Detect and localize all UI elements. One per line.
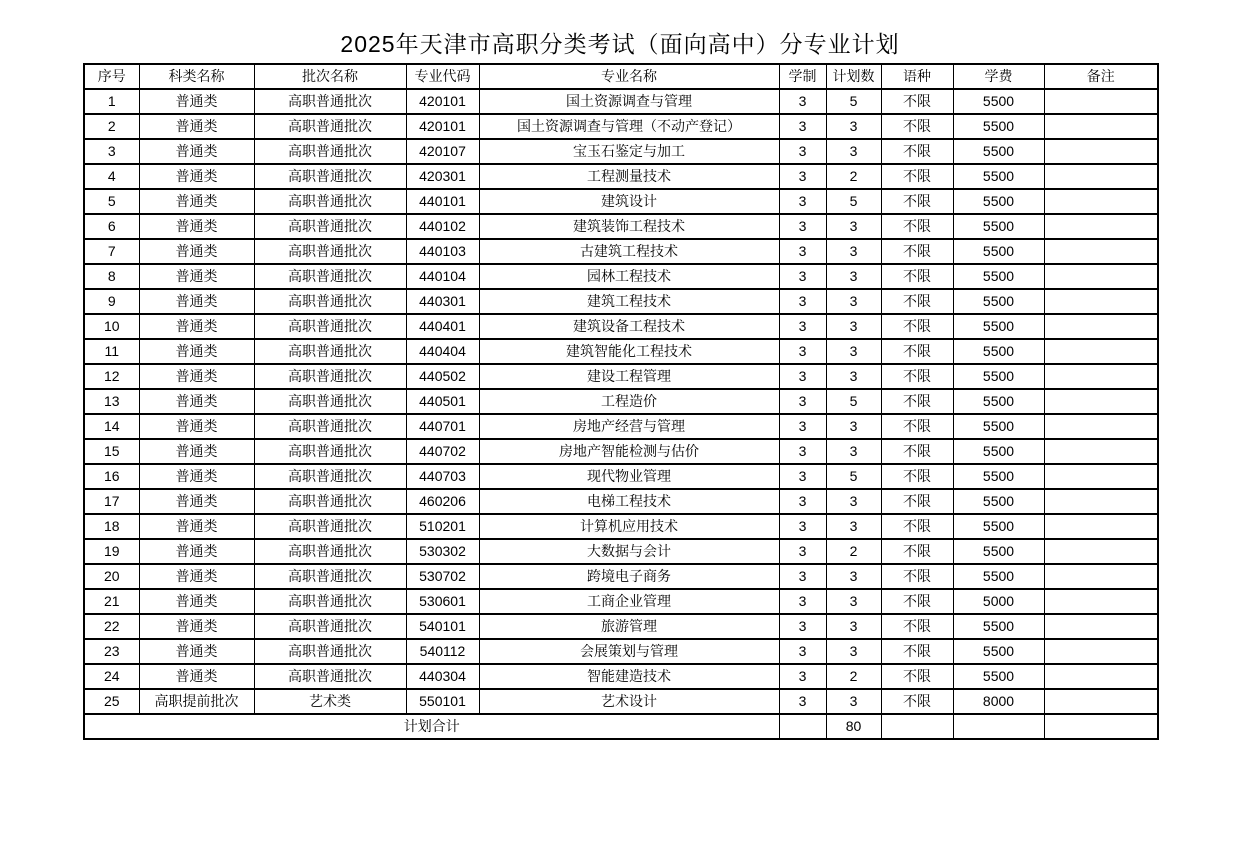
table-cell: 440104 [406,264,479,289]
table-cell [1044,539,1158,564]
table-cell: 高职普通批次 [254,164,406,189]
table-row [84,614,1158,639]
table-row [84,389,1158,414]
table-cell: 5500 [953,89,1044,114]
table-body [84,89,1158,739]
column-header-5: 学制 [779,64,826,89]
table-cell: 房地产智能检测与估价 [479,439,779,464]
total-label-cell: 计划合计 [84,714,779,739]
table-cell [1044,364,1158,389]
table-cell: 建设工程管理 [479,364,779,389]
table-cell: 高职普通批次 [254,139,406,164]
table-cell: 8000 [953,689,1044,714]
table-cell: 不限 [881,164,953,189]
table-cell: 不限 [881,239,953,264]
table-cell: 3 [779,514,826,539]
table-cell: 420101 [406,89,479,114]
table-cell: 普通类 [139,164,254,189]
table-row [84,689,1158,714]
table-cell: 5 [826,389,881,414]
table-cell [1044,339,1158,364]
table-cell: 5500 [953,664,1044,689]
table-cell: 3 [779,314,826,339]
table-cell: 艺术设计 [479,689,779,714]
table-cell: 5500 [953,214,1044,239]
total-cell [953,714,1044,739]
table-cell: 17 [84,489,139,514]
table-cell: 530702 [406,564,479,589]
table-cell: 25 [84,689,139,714]
table-cell: 5500 [953,489,1044,514]
table-cell: 5 [84,189,139,214]
table-cell: 3 [826,439,881,464]
table-cell: 普通类 [139,189,254,214]
table-cell: 3 [779,464,826,489]
table-cell: 3 [779,614,826,639]
table-cell: 现代物业管理 [479,464,779,489]
table-cell: 5 [826,89,881,114]
table-cell: 3 [826,339,881,364]
table-cell: 15 [84,439,139,464]
table-cell: 建筑装饰工程技术 [479,214,779,239]
table-cell: 3 [779,439,826,464]
table-header-row [84,64,1158,89]
table-cell: 3 [826,489,881,514]
table-cell [1044,664,1158,689]
table-cell: 3 [826,639,881,664]
total-cell [779,714,826,739]
table-cell: 2 [826,539,881,564]
table-cell: 大数据与会计 [479,539,779,564]
table-cell [1044,689,1158,714]
table-cell: 工商企业管理 [479,589,779,614]
table-cell: 510201 [406,514,479,539]
table-row [84,439,1158,464]
table-cell: 高职普通批次 [254,539,406,564]
table-row [84,264,1158,289]
table-cell [1044,164,1158,189]
table-cell: 不限 [881,489,953,514]
table-cell: 440401 [406,314,479,339]
table-cell: 5500 [953,514,1044,539]
table-cell: 普通类 [139,314,254,339]
table-cell: 2 [84,114,139,139]
table-cell: 高职普通批次 [254,514,406,539]
table-cell: 高职普通批次 [254,664,406,689]
table-cell: 古建筑工程技术 [479,239,779,264]
table-row [84,289,1158,314]
table-row [84,164,1158,189]
table-cell: 3 [779,364,826,389]
table-cell: 计算机应用技术 [479,514,779,539]
table-cell: 3 [779,289,826,314]
table-cell: 5500 [953,414,1044,439]
table-row [84,114,1158,139]
table-cell: 高职提前批次 [139,689,254,714]
table-row [84,314,1158,339]
plan-table [83,63,1159,740]
table-cell: 420301 [406,164,479,189]
table-cell [1044,264,1158,289]
table-cell: 7 [84,239,139,264]
table-cell: 5500 [953,114,1044,139]
table-cell: 工程造价 [479,389,779,414]
table-cell: 不限 [881,439,953,464]
table-cell: 普通类 [139,439,254,464]
table-cell: 不限 [881,539,953,564]
table-cell: 5500 [953,314,1044,339]
column-header-8: 学费 [953,64,1044,89]
table-cell: 普通类 [139,264,254,289]
table-cell: 14 [84,414,139,439]
table-cell: 3 [779,689,826,714]
table-cell: 不限 [881,689,953,714]
table-cell: 不限 [881,364,953,389]
table-cell: 不限 [881,339,953,364]
table-cell: 3 [826,689,881,714]
table-cell: 高职普通批次 [254,589,406,614]
table-cell: 3 [779,339,826,364]
table-cell: 3 [779,164,826,189]
table-cell: 不限 [881,664,953,689]
column-header-1: 科类名称 [139,64,254,89]
table-cell: 3 [779,589,826,614]
table-row [84,364,1158,389]
column-header-6: 计划数 [826,64,881,89]
table-cell: 建筑智能化工程技术 [479,339,779,364]
table-cell: 3 [826,289,881,314]
table-cell: 3 [826,239,881,264]
table-row [84,464,1158,489]
table-cell: 440501 [406,389,479,414]
table-cell: 国土资源调查与管理 [479,89,779,114]
table-cell: 宝玉石鉴定与加工 [479,139,779,164]
table-cell: 普通类 [139,239,254,264]
table-row [84,214,1158,239]
table-cell: 4 [84,164,139,189]
table-cell: 540112 [406,639,479,664]
table-cell: 普通类 [139,339,254,364]
table-cell: 1 [84,89,139,114]
table-cell [1044,189,1158,214]
table-cell: 不限 [881,639,953,664]
table-cell: 工程测量技术 [479,164,779,189]
table-cell [1044,289,1158,314]
table-cell [1044,114,1158,139]
table-cell: 高职普通批次 [254,239,406,264]
table-cell: 3 [84,139,139,164]
total-row [84,714,1158,739]
table-cell: 3 [779,389,826,414]
table-cell: 不限 [881,389,953,414]
table-cell: 3 [826,514,881,539]
table-cell: 19 [84,539,139,564]
table-cell: 普通类 [139,364,254,389]
table-cell: 11 [84,339,139,364]
table-row [84,89,1158,114]
table-row [84,589,1158,614]
table-cell: 普通类 [139,289,254,314]
table-cell: 普通类 [139,489,254,514]
table-row [84,414,1158,439]
table-cell: 24 [84,664,139,689]
table-cell: 建筑工程技术 [479,289,779,314]
table-cell: 3 [779,489,826,514]
table-cell: 普通类 [139,539,254,564]
table-cell [1044,414,1158,439]
table-cell: 3 [779,189,826,214]
table-cell: 420107 [406,139,479,164]
table-cell [1044,139,1158,164]
table-cell: 高职普通批次 [254,114,406,139]
table-cell: 普通类 [139,414,254,439]
table-cell: 5000 [953,589,1044,614]
table-cell: 440502 [406,364,479,389]
table-cell: 不限 [881,189,953,214]
table-cell: 440304 [406,664,479,689]
table-cell: 3 [826,589,881,614]
table-cell [1044,514,1158,539]
table-cell: 3 [826,364,881,389]
table-cell: 高职普通批次 [254,639,406,664]
table-cell [1044,464,1158,489]
column-header-4: 专业名称 [479,64,779,89]
table-cell: 普通类 [139,114,254,139]
table-cell [1044,589,1158,614]
table-cell: 440703 [406,464,479,489]
table-cell: 高职普通批次 [254,314,406,339]
table-cell: 3 [779,639,826,664]
table-cell [1044,89,1158,114]
table-cell: 不限 [881,589,953,614]
table-cell: 高职普通批次 [254,464,406,489]
table-cell: 440702 [406,439,479,464]
table-row [84,564,1158,589]
table-cell: 5500 [953,239,1044,264]
table-cell: 3 [826,114,881,139]
page-title: 2025年天津市高职分类考试（面向高中）分专业计划 [340,31,900,57]
table-row [84,339,1158,364]
table-cell: 2 [826,164,881,189]
table-cell: 22 [84,614,139,639]
table-cell: 高职普通批次 [254,214,406,239]
table-cell: 高职普通批次 [254,89,406,114]
table-cell: 高职普通批次 [254,189,406,214]
table-cell: 16 [84,464,139,489]
table-cell: 5500 [953,189,1044,214]
table-cell: 5500 [953,464,1044,489]
table-cell: 3 [826,564,881,589]
table-cell: 不限 [881,264,953,289]
table-cell: 跨境电子商务 [479,564,779,589]
table-cell [1044,564,1158,589]
table-cell: 国土资源调查与管理（不动产登记） [479,114,779,139]
table-cell: 高职普通批次 [254,564,406,589]
table-cell: 3 [779,264,826,289]
table-header [84,64,1158,89]
table-row [84,189,1158,214]
table-cell: 普通类 [139,139,254,164]
table-cell: 440404 [406,339,479,364]
table-cell: 440102 [406,214,479,239]
column-header-7: 语种 [881,64,953,89]
table-cell: 530601 [406,589,479,614]
total-cell: 80 [826,714,881,739]
table-cell: 5500 [953,289,1044,314]
column-header-2: 批次名称 [254,64,406,89]
table-cell: 5500 [953,614,1044,639]
table-cell: 540101 [406,614,479,639]
table-cell: 不限 [881,89,953,114]
table-cell: 不限 [881,314,953,339]
column-header-9: 备注 [1044,64,1158,89]
table-cell: 3 [779,114,826,139]
table-cell: 2 [826,664,881,689]
table-cell: 5500 [953,389,1044,414]
table-row [84,639,1158,664]
table-cell: 12 [84,364,139,389]
table-cell: 440701 [406,414,479,439]
table-row [84,139,1158,164]
table-cell: 普通类 [139,564,254,589]
table-cell: 23 [84,639,139,664]
table-cell: 不限 [881,464,953,489]
table-cell: 智能建造技术 [479,664,779,689]
table-cell: 3 [826,614,881,639]
table-cell: 不限 [881,514,953,539]
table-cell: 3 [779,414,826,439]
table-cell: 高职普通批次 [254,389,406,414]
table-cell: 440101 [406,189,479,214]
table-row [84,239,1158,264]
table-cell: 5500 [953,139,1044,164]
table-cell: 3 [779,89,826,114]
table-cell: 普通类 [139,589,254,614]
table-cell: 420101 [406,114,479,139]
table-cell: 普通类 [139,464,254,489]
total-cell [881,714,953,739]
table-cell [1044,639,1158,664]
table-cell: 不限 [881,214,953,239]
table-cell: 5 [826,464,881,489]
total-cell [1044,714,1158,739]
table-cell: 园林工程技术 [479,264,779,289]
table-cell: 5500 [953,164,1044,189]
table-cell: 不限 [881,414,953,439]
table-cell: 3 [826,314,881,339]
table-cell: 3 [826,264,881,289]
table-cell [1044,389,1158,414]
table-cell: 不限 [881,564,953,589]
table-cell: 高职普通批次 [254,439,406,464]
table-cell: 电梯工程技术 [479,489,779,514]
table-cell [1044,314,1158,339]
table-cell: 不限 [881,114,953,139]
table-cell: 普通类 [139,214,254,239]
table-cell: 高职普通批次 [254,489,406,514]
table-cell: 3 [779,139,826,164]
table-cell: 6 [84,214,139,239]
table-row [84,539,1158,564]
table-row [84,514,1158,539]
table-cell [1044,489,1158,514]
table-cell: 普通类 [139,639,254,664]
table-cell: 建筑设计 [479,189,779,214]
table-cell: 高职普通批次 [254,414,406,439]
table-cell: 3 [826,139,881,164]
table-cell: 高职普通批次 [254,289,406,314]
table-cell: 普通类 [139,614,254,639]
table-cell: 5500 [953,364,1044,389]
table-cell: 460206 [406,489,479,514]
table-cell: 5 [826,189,881,214]
table-cell: 21 [84,589,139,614]
table-cell [1044,214,1158,239]
table-cell: 3 [779,239,826,264]
table-cell: 普通类 [139,514,254,539]
table-cell: 5500 [953,439,1044,464]
table-cell: 3 [779,214,826,239]
column-header-3: 专业代码 [406,64,479,89]
table-cell: 5500 [953,564,1044,589]
table-cell: 3 [779,539,826,564]
table-cell: 440301 [406,289,479,314]
table-cell [1044,239,1158,264]
table-cell: 建筑设备工程技术 [479,314,779,339]
table-cell: 普通类 [139,664,254,689]
table-cell: 高职普通批次 [254,614,406,639]
table-row [84,489,1158,514]
table-cell: 不限 [881,139,953,164]
table-cell: 高职普通批次 [254,364,406,389]
table-cell: 艺术类 [254,689,406,714]
table-row [84,664,1158,689]
table-cell: 房地产经营与管理 [479,414,779,439]
table-cell: 5500 [953,639,1044,664]
table-cell: 普通类 [139,389,254,414]
table-cell: 不限 [881,289,953,314]
table-cell: 13 [84,389,139,414]
table-cell: 3 [779,564,826,589]
table-cell: 不限 [881,614,953,639]
table-cell: 9 [84,289,139,314]
table-cell: 3 [779,664,826,689]
table-cell: 530302 [406,539,479,564]
table-cell: 20 [84,564,139,589]
table-cell: 高职普通批次 [254,264,406,289]
table-cell: 普通类 [139,89,254,114]
table-cell: 3 [826,414,881,439]
table-cell: 8 [84,264,139,289]
table-cell: 18 [84,514,139,539]
table-cell: 10 [84,314,139,339]
table-cell: 旅游管理 [479,614,779,639]
column-header-0: 序号 [84,64,139,89]
table-cell: 会展策划与管理 [479,639,779,664]
table-cell: 550101 [406,689,479,714]
table-cell [1044,614,1158,639]
table-cell: 440103 [406,239,479,264]
table-cell: 5500 [953,264,1044,289]
table-cell: 3 [826,214,881,239]
table-cell: 高职普通批次 [254,339,406,364]
table-cell: 5500 [953,539,1044,564]
table-cell [1044,439,1158,464]
table-cell: 5500 [953,339,1044,364]
